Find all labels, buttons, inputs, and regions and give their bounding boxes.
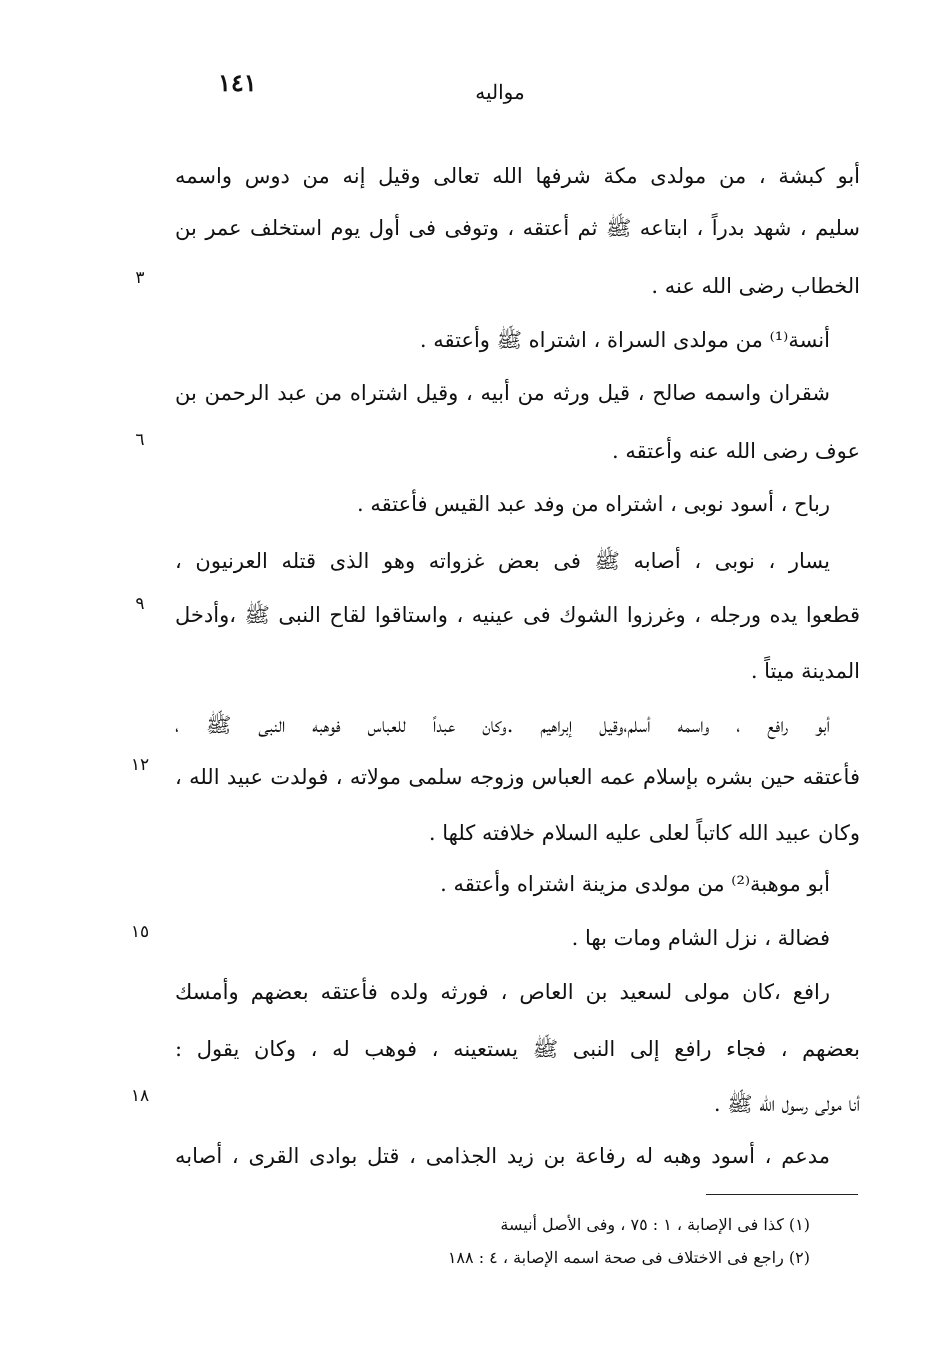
- line-number: ٣: [135, 268, 145, 288]
- text-line: فأعتقه حين بشره بإسلام عمه العباس وزوجه سلمى مولاته ، فولدت عبيد الله ،: [175, 765, 860, 789]
- line-number: ٩: [135, 594, 145, 614]
- text-line: أبو رافع ، واسمه أسلم،وقيل إبراهيم .وكان عبداً للعباس فوهبه النبى ﷺ ،: [175, 713, 830, 737]
- footnote: (٢) راجع فى الاختلاف فى صحة اسمه الإصابة ، ٤ : ١٨٨: [447, 1248, 810, 1267]
- text-line: شقران واسمه صالح ، قيل ورثه من أبيه ، وقيل اشتراه من عبد الرحمن بن: [175, 381, 830, 405]
- line-number: ٦: [135, 430, 145, 450]
- text-line: يسار ، نوبى ، أصابه ﷺ فى بعض غزواته وهو الذى قتله العرنيون ،: [175, 549, 830, 573]
- text-line: رافع ،كان مولى لسعيد بن العاص ، فورثه ولده فأعتقه بعضهم وأمسك: [175, 980, 830, 1004]
- text-line: وكان عبيد الله كاتباً لعلى عليه السلام خلافته كلها .: [428, 821, 860, 845]
- text-line: أبو كبشة ، من مولدى مكة شرفها الله تعالى وقيل إنه من دوس واسمه: [175, 164, 860, 188]
- line-number: ١٥: [130, 922, 150, 942]
- footnote: (١) كذا فى الإصابة ، ١ : ٧٥ ، وفى الأصل أنيسة: [500, 1215, 810, 1234]
- text-line: بعضهم ، فجاء رافع إلى النبى ﷺ يستعينه ، فوهب له ، وكان يقول :: [175, 1037, 860, 1061]
- text-line: قطعوا يده ورجله ، وغرزوا الشوك فى عينيه ، واستاقوا لقاح النبى ﷺ ،وأدخل: [175, 603, 860, 627]
- running-header: مواليه: [475, 80, 525, 104]
- text-line: أنا مولى رسول الله ﷺ .: [713, 1092, 860, 1116]
- text-line: الخطاب رضى الله عنه .: [651, 274, 860, 298]
- page-number: ١٤١: [218, 68, 257, 97]
- text-line: مدعم ، أسود وهبه له رفاعة بن زيد الجذامى ، قتل بوادى القرى ، أصابه: [175, 1144, 830, 1168]
- footnote-separator: [706, 1194, 858, 1195]
- text-line: أبو موهبة⁽²⁾ من مولدى مزينة اشتراه وأعتقه .: [440, 872, 830, 896]
- text-line: المدينة ميتاً .: [750, 659, 860, 683]
- text-line: سليم ، شهد بدراً ، ابتاعه ﷺ ثم أعتقه ، وتوفى فى أول يوم استخلف عمر بن: [175, 216, 860, 240]
- text-line: رباح ، أسود نوبى ، اشتراه من وفد عبد القيس فأعتقه .: [357, 492, 830, 516]
- line-number: ١٨: [130, 1086, 150, 1106]
- text-line: فضالة ، نزل الشام ومات بها .: [571, 926, 830, 950]
- text-line: أنسة⁽¹⁾ من مولدى السراة ، اشتراه ﷺ وأعتقه .: [419, 328, 830, 352]
- text-line: عوف رضى الله عنه وأعتقه .: [612, 439, 860, 463]
- line-number: ١٢: [130, 755, 150, 775]
